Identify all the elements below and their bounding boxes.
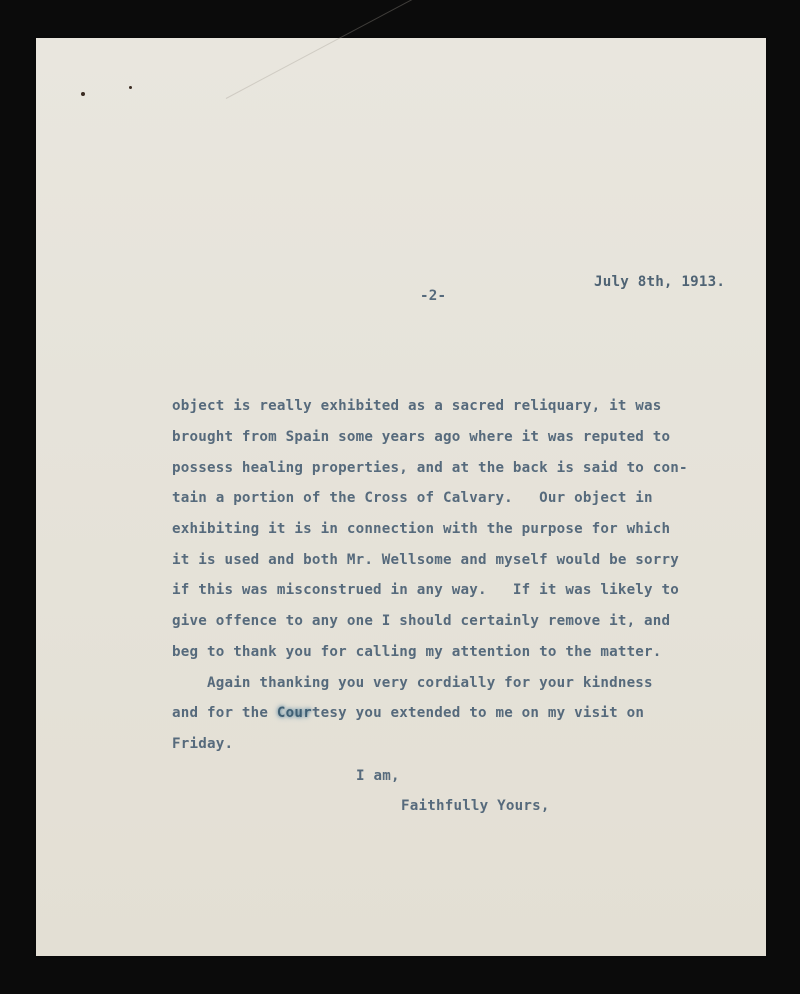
body-line: if this was misconstrued in any way. If it was likely to	[172, 582, 680, 598]
body-line: Friday.	[172, 736, 234, 752]
body-line: it is used and both Mr. Wellsome and myself would be sorry	[172, 552, 680, 568]
page-number: -2-	[420, 288, 447, 304]
body-line: possess healing properties, and at the back is said to con-	[172, 460, 688, 476]
body-line: exhibiting it is in connection with the purpose for which	[172, 521, 671, 537]
body-line-start: and for the	[172, 705, 277, 721]
closing-signoff: Faithfully Yours,	[401, 798, 550, 814]
closing-i-am: I am,	[356, 768, 400, 784]
body-line-smudged	[172, 705, 644, 721]
body-line: Again thanking you very cordially for your kindness	[172, 675, 653, 691]
body-line: brought from Spain some years ago where it was reputed to	[172, 429, 671, 445]
body-line: give offence to any one I should certainly remove it, and	[172, 613, 671, 629]
paper-crease	[226, 0, 456, 99]
ink-spot	[129, 86, 132, 89]
body-line: object is really exhibited as a sacred reliquary, it was	[172, 398, 662, 414]
ink-spot	[81, 92, 85, 96]
body-line: beg to thank you for calling my attention to the matter.	[172, 644, 662, 660]
body-line: tain a portion of the Cross of Calvary. Our object in	[172, 490, 653, 506]
ink-smudge: Cour	[276, 705, 312, 721]
body-line-rest: tesy you extended to me on my visit on	[311, 705, 645, 721]
letter-sheet	[36, 38, 766, 956]
letter-date: July 8th, 1913.	[594, 274, 726, 290]
